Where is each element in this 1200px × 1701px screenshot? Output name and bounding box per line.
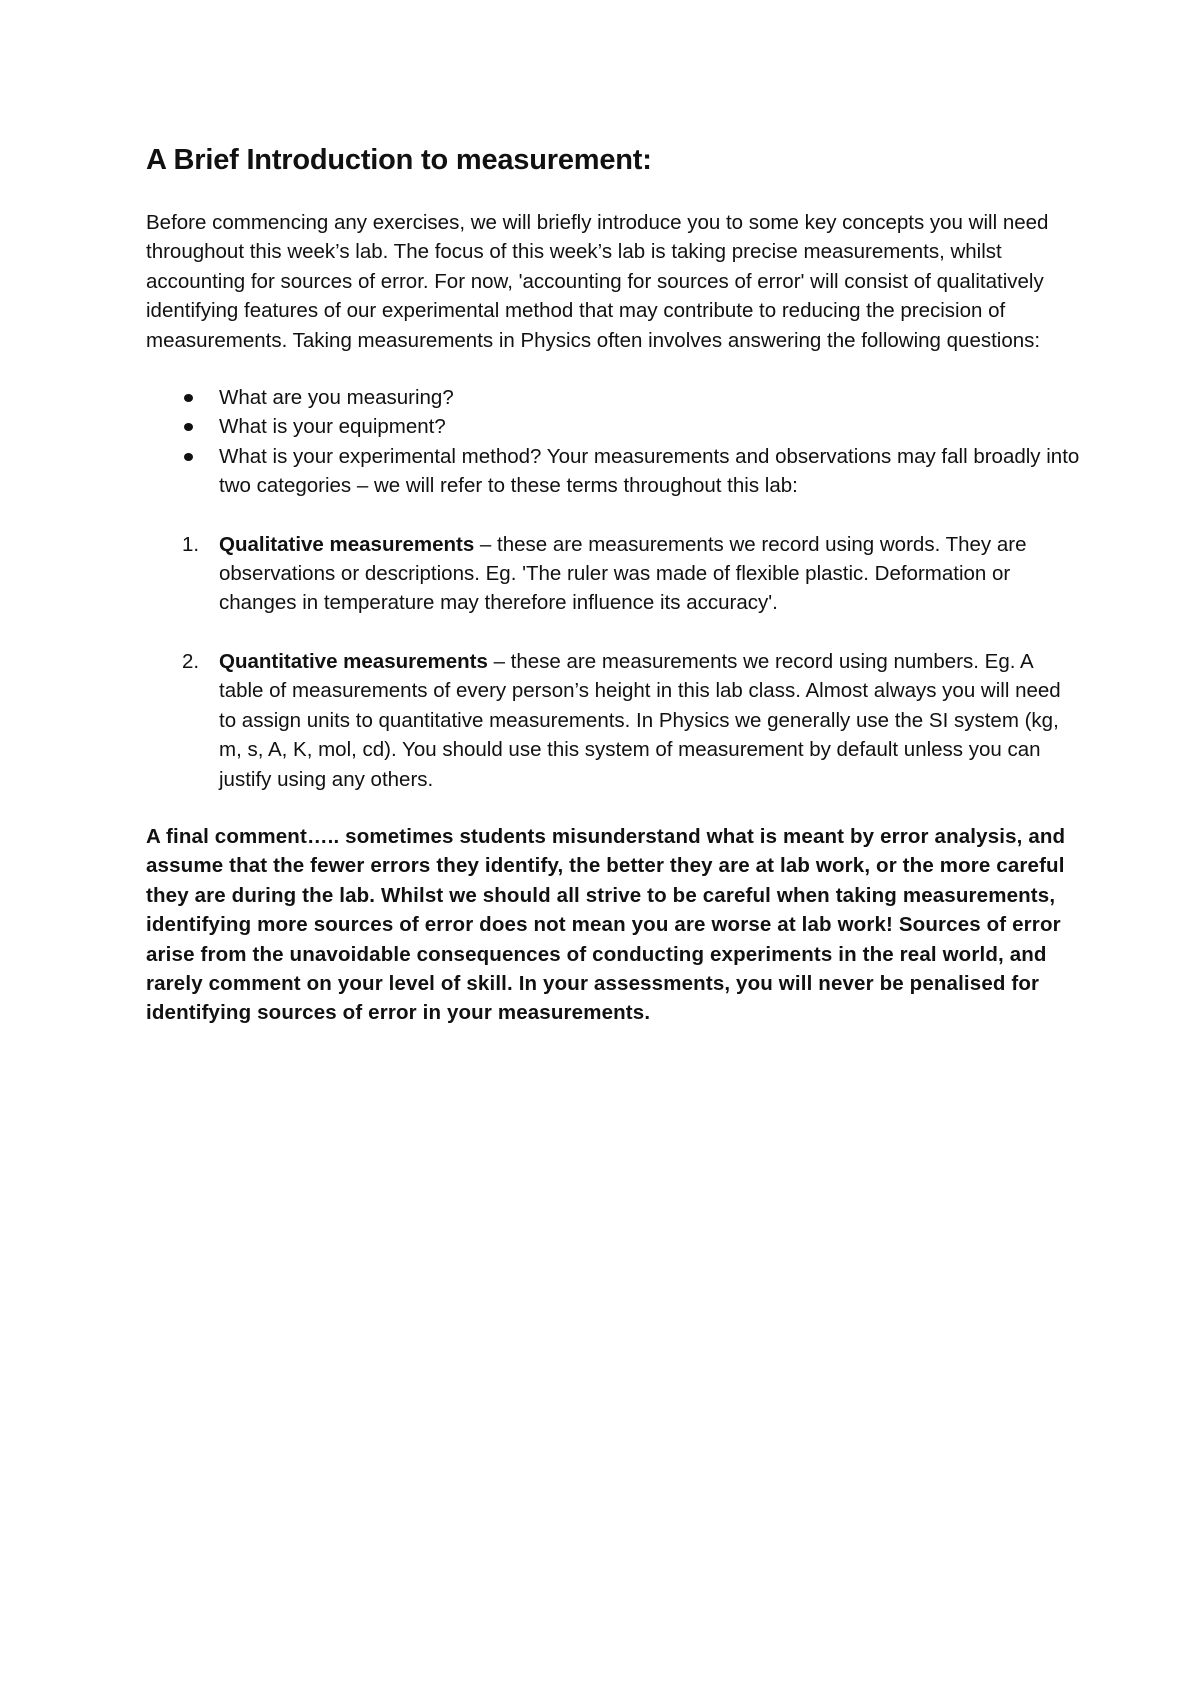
list-number: 1. bbox=[182, 532, 200, 556]
document-page bbox=[146, 140, 1081, 1028]
bullet-icon bbox=[184, 453, 193, 461]
bullet-icon bbox=[184, 394, 193, 402]
list-number: 2. bbox=[182, 649, 200, 673]
bullet-icon bbox=[184, 423, 193, 431]
term-description: – these are measurements we record using numbers. Eg. A table of measurements of every person’s height in this lab class. Almost always you will need to assign units to quantitative measurements. In Physics we generally use the SI system (kg, m, s, A, K, mol, cd). You should use this system of measurement by default unless you can justify using any others. bbox=[219, 649, 1061, 791]
term-description: – these are measurements we record using words. They are observations or descriptions. Eg. 'The ruler was made of flexible plastic. Deformation or changes in temperature may therefore influence its accuracy'. bbox=[219, 532, 1027, 615]
page-title: A Brief Introduction to measurement: bbox=[146, 144, 652, 176]
list-item bbox=[146, 647, 1069, 794]
list-item bbox=[146, 442, 1081, 501]
question-list bbox=[146, 383, 1081, 501]
list-item bbox=[146, 383, 1081, 412]
list-item-text: What are you measuring? bbox=[219, 386, 454, 410]
list-item-text: What is your equipment? bbox=[219, 415, 446, 439]
term-quantitative: Quantitative measurements bbox=[219, 649, 488, 673]
list-item bbox=[146, 412, 1081, 441]
intro-paragraph: Before commencing any exercises, we will briefly introduce you to some key concepts you will need throughout this week’s lab. The focus of this week’s lab is taking precise measurements, whilst accounting for sources of error. For now, 'accounting for sources of error' will consist of qualitatively identifying features of our experimental method that may contribute to reducing the precision of measurements. Taking measurements in Physics often involves answering the following questions: bbox=[146, 211, 1049, 352]
final-comment: A final comment….. sometimes students misunderstand what is meant by error analysis, and assume that the fewer errors they identify, the better they are at lab work, or the more careful they are during the lab. Whilst we should all strive to be careful when taking measurements, identifying more sources of error does not mean you are worse at lab work! Sources of error arise from the unavoidable consequences of conducting experiments in the real world, and rarely comment on your level of skill. In your assessments, you will never be penalised for identifying sources of error in your measurements. bbox=[146, 824, 1066, 1025]
measurement-types-list bbox=[146, 530, 1081, 794]
list-item-text: What is your experimental method? Your measurements and observations may fall broadly into two categories – we will refer to these terms throughout this lab: bbox=[219, 444, 1080, 498]
list-item bbox=[146, 530, 1069, 618]
term-qualitative: Qualitative measurements bbox=[219, 532, 475, 556]
